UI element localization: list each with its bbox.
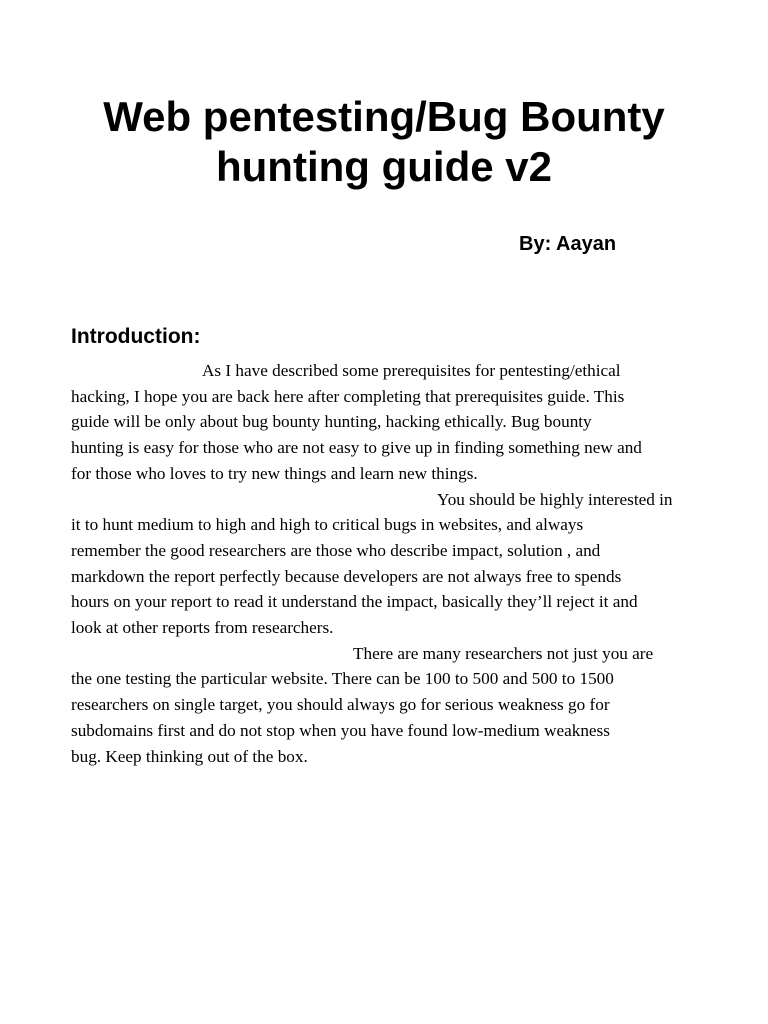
paragraph-2-line: it to hunt medium to high and high to critical bugs in websites, and always bbox=[71, 515, 584, 535]
paragraph-2-line: look at other reports from researchers. bbox=[71, 618, 334, 638]
paragraph-1-line: hunting is easy for those who are not easy to give up in finding something new and bbox=[71, 438, 642, 458]
introduction-body bbox=[71, 358, 701, 769]
paragraph-3-line: subdomains first and do not stop when you have found low-medium weakness bbox=[71, 720, 610, 740]
paragraph-2-line: markdown the report perfectly because developers are not always free to spends bbox=[71, 566, 622, 586]
paragraph-2-line: hours on your report to read it understand the impact, basically they’ll reject it and bbox=[71, 592, 638, 612]
paragraph-2-line: remember the good researchers are those who describe impact, solution , and bbox=[71, 540, 601, 560]
paragraph-1-line: for those who loves to try new things and learn new things. bbox=[71, 463, 478, 483]
paragraph-1-line: As I have described some prerequisites for pentesting/ethical bbox=[202, 361, 621, 380]
paragraph-1-line: hacking, I hope you are back here after completing that prerequisites guide. This bbox=[71, 386, 625, 406]
paragraph-2-line: You should be highly interested in bbox=[437, 489, 673, 509]
paragraph-3-line: researchers on single target, you should always go for serious weakness go for bbox=[71, 695, 610, 715]
section-heading-introduction: Introduction: bbox=[71, 325, 201, 348]
paragraph-1-line: guide will be only about bug bounty hunting, hacking ethically. Bug bounty bbox=[71, 412, 592, 432]
document-title bbox=[40, 92, 728, 192]
paragraph-3-line: bug. Keep thinking out of the box. bbox=[71, 746, 308, 766]
paragraph-3-line: There are many researchers not just you are bbox=[353, 643, 654, 663]
title-line-1: Web pentesting/Bug Bounty bbox=[103, 93, 665, 140]
title-line-2: hunting guide v2 bbox=[216, 143, 552, 190]
paragraph-3-line: the one testing the particular website. There can be 100 to 500 and 500 to 1500 bbox=[71, 669, 614, 689]
author-byline: By: Aayan bbox=[519, 233, 617, 255]
